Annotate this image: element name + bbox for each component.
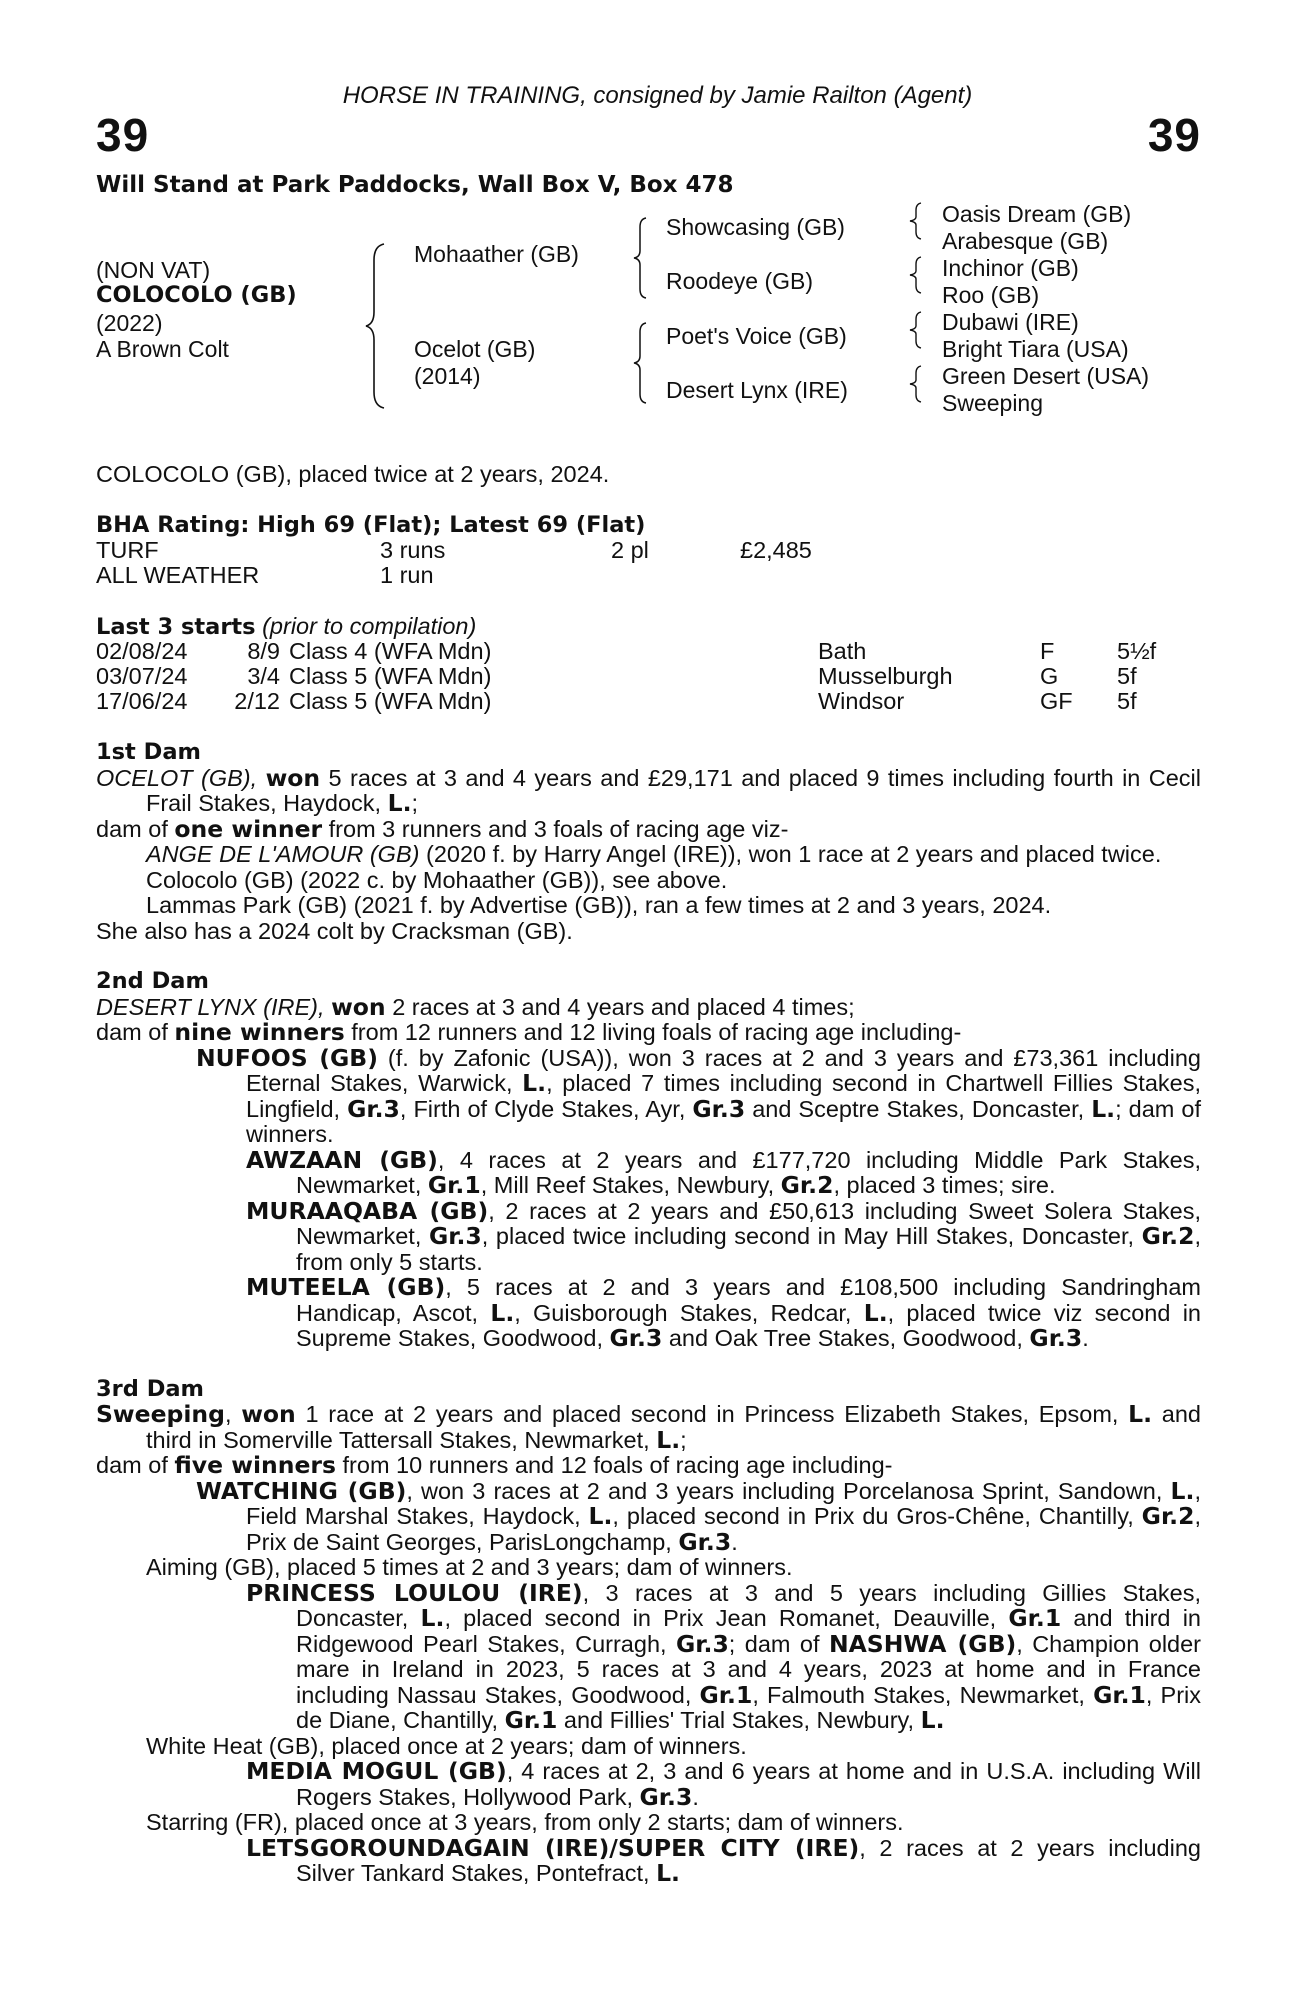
- second-dam-heading: 2nd Dam: [96, 968, 209, 994]
- start-distance: 5½f: [1117, 638, 1157, 664]
- start-going: GF: [1040, 688, 1073, 714]
- record-runs: 3 runs: [380, 537, 446, 563]
- summary-line: COLOCOLO (GB), placed twice at 2 years, 2024.: [96, 461, 610, 487]
- record-surface: ALL WEATHER: [96, 562, 260, 588]
- ped-dsd: Bright Tiara (USA): [942, 336, 1129, 362]
- third-dam-produce-summary: dam of five winners from 10 runners and 12 foals of racing age including-: [96, 1451, 893, 1479]
- record-surface: TURF: [96, 537, 159, 563]
- ped-dss: Dubawi (IRE): [942, 309, 1079, 335]
- start-position: 2/12: [234, 688, 280, 714]
- start-course: Windsor: [818, 688, 905, 714]
- dd-brace: [905, 363, 925, 405]
- dam-year: (2014): [414, 363, 481, 389]
- ped-ssd: Arabesque (GB): [942, 228, 1109, 254]
- sire-brace: [630, 215, 650, 300]
- produce-entry: WATCHING (GB), won 3 races at 2 and 3 years including Porcelanosa Sprint, Sandown, L., Field Marshal Stakes, Haydock, L., placed second in Prix du Gros-Chêne, Chantilly, Gr.2, Prix de Saint Georges, ParisLongchamp, Gr.3.: [196, 1476, 1201, 1556]
- start-date: 03/07/24: [96, 663, 188, 689]
- dam-sire: Poet's Voice (GB): [666, 323, 847, 349]
- start-distance: 5f: [1117, 663, 1137, 689]
- produce-entry: NUFOOS (GB) (f. by Zafonic (USA)), won 3 races at 2 and 3 years and £73,361 including Eternal Stakes, Warwick, L., placed 7 times including second in Chartwell Fillies Stakes, Lingfield, Gr.3, Firth of Clyde Stakes, Ayr, Gr.3 and Sceptre Stakes, Doncaster, L.; dam of winners.: [196, 1043, 1202, 1147]
- start-race: Class 4 (WFA Mdn): [289, 638, 492, 664]
- sire-dam: Roodeye (GB): [666, 268, 814, 294]
- produce-entry: Colocolo (GB) (2022 c. by Mohaather (GB)), see above.: [146, 866, 728, 893]
- last-starts-title: Last 3 starts: [96, 614, 256, 640]
- produce-entry: PRINCESS LOULOU (IRE), 3 races at 3 and 5 years including Gillies Stakes, Doncaster, L., placed second in Prix Jean Romanet, Deauville, Gr.1 and third in Ridgewood Pearl Stakes, Curragh, Gr.3; dam of NASHWA (GB), Champion older mare in Ireland in 2023, 5 races at 3 and 4 years, 2023 at home and in France including Nassau Stakes, Goodwood, Gr.1, Falmouth Stakes, Newmarket, Gr.1, Prix de Diane, Chantilly, Gr.1 and Fillies' Trial Stakes, Newbury, L.: [246, 1578, 1202, 1734]
- last-starts-note: (prior to compilation): [262, 613, 477, 639]
- consignor-header: HORSE IN TRAINING, consigned by Jamie Railton (Agent): [342, 82, 973, 109]
- bha-rating: BHA Rating: High 69 (Flat); Latest 69 (Flat): [96, 512, 646, 538]
- horse-description: A Brown Colt: [96, 336, 229, 362]
- ped-sdd: Roo (GB): [942, 282, 1040, 308]
- first-dam-record: OCELOT (GB), won 5 races at 3 and 4 years and £29,171 and placed 9 times including fourth in Cecil Frail Stakes, Haydock, L.;: [96, 763, 1201, 817]
- dam-name: Ocelot (GB): [414, 336, 536, 362]
- start-position: 8/9: [247, 638, 280, 664]
- second-dam-record: DESERT LYNX (IRE), won 2 races at 3 and 4 years and placed 4 times;: [96, 992, 855, 1021]
- start-race: Class 5 (WFA Mdn): [289, 663, 492, 689]
- produce-note: She also has a 2024 colt by Cracksman (GB).: [96, 917, 573, 944]
- ped-ddd: Sweeping: [942, 390, 1044, 416]
- sire-name: Mohaather (GB): [414, 241, 579, 267]
- record-placed: 2 pl: [611, 537, 649, 563]
- record-runs: 1 run: [380, 562, 434, 588]
- start-going: G: [1040, 663, 1059, 689]
- first-dam-heading: 1st Dam: [96, 739, 201, 765]
- lot-number-left: 39: [96, 109, 150, 161]
- start-date: 02/08/24: [96, 638, 188, 664]
- produce-entry: MUTEELA (GB), 5 races at 2 and 3 years and £108,500 including Sandringham Handicap, Ascot, L., Guisborough Stakes, Redcar, L., placed twice viz second in Supreme Stakes, Goodwood, Gr.3 and Oak Tree Stakes, Goodwood, Gr.3.: [246, 1273, 1201, 1352]
- start-course: Musselburgh: [818, 663, 953, 689]
- second-dam-produce-summary: dam of nine winners from 12 runners and 12 living foals of racing age including-: [96, 1018, 962, 1046]
- sire-sire: Showcasing (GB): [666, 214, 845, 240]
- lot-number-right: 39: [1147, 109, 1201, 161]
- horse-year: (2022): [96, 310, 163, 336]
- main-brace: [362, 240, 392, 410]
- start-race: Class 5 (WFA Mdn): [289, 688, 492, 714]
- dam-brace: [630, 320, 650, 405]
- start-going: F: [1040, 638, 1055, 664]
- record-prize: £2,485: [740, 537, 812, 563]
- vat-status: (NON VAT): [96, 257, 211, 283]
- produce-entry: MURAAQABA (GB), 2 races at 2 years and £50,613 including Sweet Solera Stakes, Newmarket, Gr.3, placed twice including second in May Hill Stakes, Doncaster, Gr.2, from only 5 starts.: [246, 1196, 1201, 1275]
- third-dam-record: Sweeping, won 1 race at 2 years and placed second in Princess Elizabeth Stakes, Epsom, L. and third in Somerville Tattersall Stakes, Newmarket, L.;: [96, 1400, 1201, 1454]
- start-distance: 5f: [1117, 688, 1137, 714]
- produce-entry: Lammas Park (GB) (2021 f. by Advertise (GB)), ran a few times at 2 and 3 years, 2024.: [146, 892, 1052, 918]
- start-course: Bath: [818, 638, 867, 664]
- ped-sss: Oasis Dream (GB): [942, 201, 1132, 227]
- ss-brace: [905, 200, 925, 242]
- first-dam-produce-summary: dam of one winner from 3 runners and 3 foals of racing age viz-: [96, 814, 789, 843]
- stable-location: Will Stand at Park Paddocks, Wall Box V, Box 478: [96, 172, 734, 198]
- produce-entry: LETSGOROUNDAGAIN (IRE)/SUPER CITY (IRE), 2 races at 2 years including Silver Tankard Stakes, Pontefract, L.: [246, 1833, 1201, 1887]
- dam-dam: Desert Lynx (IRE): [666, 377, 848, 403]
- third-dam-heading: 3rd Dam: [96, 1375, 204, 1402]
- produce-entry: Aiming (GB), placed 5 times at 2 and 3 years; dam of winners.: [146, 1554, 793, 1580]
- produce-entry: MEDIA MOGUL (GB), 4 races at 2, 3 and 6 years at home and in U.S.A. including Will Rogers Stakes, Hollywood Park, Gr.3.: [246, 1757, 1201, 1811]
- horse-name: COLOCOLO (GB): [96, 282, 297, 308]
- start-position: 3/4: [247, 663, 280, 689]
- ds-brace: [905, 309, 925, 351]
- produce-entry: ANGE DE L'AMOUR (GB) (2020 f. by Harry Angel (IRE)), won 1 race at 2 years and placed twice.: [146, 841, 1162, 867]
- produce-entry: White Heat (GB), placed once at 2 years; dam of winners.: [146, 1732, 747, 1759]
- start-date: 17/06/24: [96, 688, 188, 714]
- ped-sds: Inchinor (GB): [942, 255, 1079, 281]
- sd-brace: [905, 254, 925, 296]
- family-notes: [96, 740, 1201, 1887]
- ped-dds: Green Desert (USA): [942, 363, 1150, 389]
- produce-entry: Starring (FR), placed once at 3 years, from only 2 starts; dam of winners.: [146, 1809, 904, 1835]
- produce-entry: AWZAAN (GB), 4 races at 2 years and £177,720 including Middle Park Stakes, Newmarket, Gr.1, Mill Reef Stakes, Newbury, Gr.2, placed 3 times; sire.: [246, 1145, 1201, 1199]
